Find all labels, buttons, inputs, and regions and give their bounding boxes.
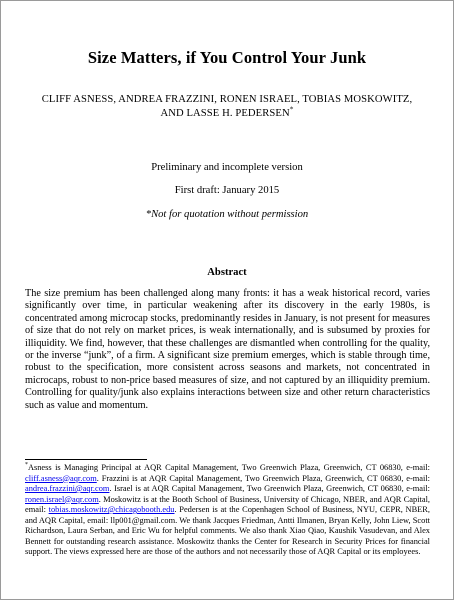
footnote-text-2: . Frazzini is at AQR Capital Management, Two Greenwich Plaza, Greenwich, CT 06830, e-mail: [96, 473, 430, 483]
author-list [39, 93, 415, 121]
abstract-body: The size premium has been challenged along many fronts: it has a weak historical record, varies significantly over time, in particular weakening after its discovery in the early 1980s, is concentrated among microcap stocks, predominantly resides in January, is not present for measures of size that do not rely on market prices, is weak internationally, and is subsumed by proxies for illiquidity. We find, however, that these challenges are dismantled when controlling for the quality, or the inverse “junk”, of a firm. A significant size premium emerges, which is stable through time, robust to the specification, more consistent across seasons and markets, not concentrated in microcaps, robust to non-price based measures of size, and not captured by an illiquidity premium. Controlling for quality/junk also explains interactions between size and other return characteristics such as value and momentum. [25, 288, 430, 411]
footnote-text-4: . Moskowitz is at the Booth School of Business, University of Chicago, NBER, and AQR Capital, email: [25, 494, 430, 514]
paper-title: Size Matters, if You Control Your Junk [87, 48, 367, 67]
author-names: CLIFF ASNESS, ANDREA FRAZZINI, RONEN ISRAEL, TOBIAS MOSKOWITZ, AND LASSE H. PEDERSEN [41, 94, 413, 119]
email-link-frazzini[interactable]: andrea.frazzini@aqr.com [25, 484, 110, 493]
footnote-text-1: Asness is Managing Principal at AQR Capital Management, Two Greenwich Plaza, Greenwich, CT 06830, e-mail: [27, 463, 430, 472]
quotation-notice: *Not for quotation without permission [145, 209, 309, 220]
author-footnote [25, 463, 430, 558]
author-footnote-marker: * [289, 104, 294, 114]
email-link-moskowitz[interactable]: tobias.moskowitz@chicagobooth.edu [48, 505, 175, 514]
first-draft-date: First draft: January 2015 [174, 185, 280, 196]
preliminary-note: Preliminary and incomplete version [151, 162, 303, 173]
footnote-divider [25, 459, 147, 460]
abstract-heading: Abstract [207, 267, 247, 278]
footnote-text-5: . Pedersen is at the Copenhagen School of Business, NYU, CEPR, NBER, and AQR Capital, email: llp001@gmail.com. We thank Jacques Friedman, Antti Ilmanen, Bryan Kelly, John Liew, Scott Richardson, Laura Serban, and Eric Wu for helpful comments. We also thank Xiao Qiao, Kaushik Vasudevan, and Alex Bennett for outstanding research assistance. Moskowitz thanks the Center for Research in Security Prices for financial support. The views expressed here are those of the authors and not necessarily those of AQR Capital or its employees. [25, 505, 430, 556]
email-link-asness[interactable]: cliff.asness@aqr.com [25, 473, 97, 483]
email-link-israel[interactable]: ronen.israel@aqr.com [25, 494, 99, 504]
footnote-text-3: . Israel is at AQR Capital Management, Two Greenwich Plaza, Greenwich, CT 06830, e-mail: [109, 484, 430, 493]
footnote-marker: * [25, 462, 28, 469]
